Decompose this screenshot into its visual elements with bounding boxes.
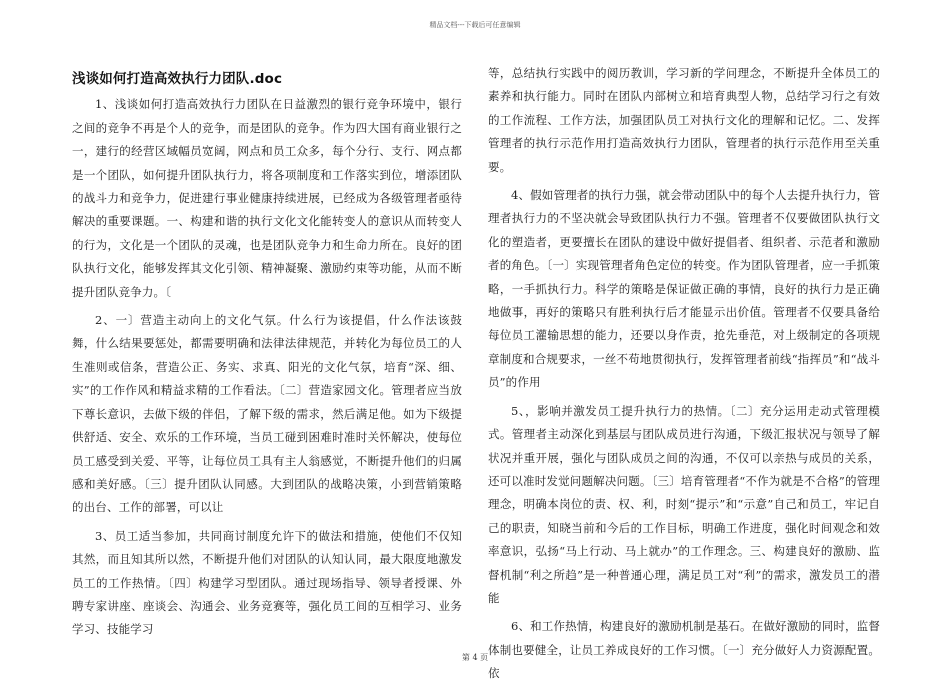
paragraph-5: 5、，影响并激发员工提升执行力的热情。〔二〕充分运用走动式管理模式。管理者主动深化到基层与团队成员进行沟通，下级汇报状况与领导了解状况并重开展，强化与团队成员之间的沟通，不仅可以亲热与成员的关系，还可以准时发觉问题解决问题。〔三〕培育管理者“不作为就是不合格”的管理理念，明确本岗位的责、权、利，时刻“提示”和“示意”自己和员工，牢记自己的职责，知晓当前和今后的工作目标，明确工作进度，强化时间观念和效率意识，弘扬“马上行动、马上就办”的工作理念。三、构建良好的激励、监督机制“利之所趋”是一种普通心理，满足员工对“利”的需求，激发员工的潜能 [488, 403, 880, 605]
page-header: 精品文档---下载后可任意编辑 [429, 21, 521, 29]
paragraph-4: 4、假如管理者的执行力强，就会带动团队中的每个人去提升执行力，管理者执行力的不坚决就会导致团队执行力不强。管理者不仅要做团队执行文化的塑造者，更要擅长在团队的建设中做好提倡者、组织者、示范者和激励者的角色。〔一〕实现管理者角色定位的转变。作为团队管理者，应一手抓策略，一手抓执行力。科学的策略是保证做正确的事情，良好的执行力是正确地做事，再好的策略只有胜利执行后才能显示出价值。管理者不仅要具备给每位员工灌输思想的能力，还要以身作责，抢先垂范，对上级制定的各项规章制度和合规要求，一丝不苟地贯彻执行，发挥管理者前线“指挥员”和“战斗员”的作用 [488, 188, 880, 390]
page-number: 第 4 页 [461, 653, 489, 662]
paragraph-2: 2、一〕营造主动向上的文化气氛。什么行为该提倡，什么作法该鼓舞，什么结果要惩处，都需要明确和法律法律规范，并转化为每位员工的人生准则或信条，营造公正、务实、求真、阳光的文化气氛，培育“深、细、实”的工作作风和精益求精的工作看法。〔二〕营造家园文化。管理者应当放下尊长意识，去做下级的伴侣，了解下级的需求，然后满足他。如为下级提供舒适、安全、欢乐的工作环境，当员工碰到困难时准时关怀解决，使每位员工感受到关爱、平等，让每位员工具有主人翁感觉，不断提升他们的归属感和美好感。〔三〕提升团队认同感。大到团队的战略决策，小到营销策略的出台、工作的部署，可以让 [72, 313, 462, 515]
left-column [72, 62, 462, 647]
paragraph-1: 1、浅谈如何打造高效执行力团队在日益激烈的银行竞争环境中，银行之间的竞争不再是个人的竞争，而是团队的竞争。作为四大国有商业银行之一，建行的经营区域幅员宽阔，网点和员工众多，每个分行、支行、网点都是一个团队，如何提升团队执行力，将各项制度和工作落实到位，增添团队的战斗力和竞争力，促进建行事业健康持续进展，已经成为各级管理者亟待解决的重要课题。一、构建和谐的执行文化文化能转变人的意识从而转变人的行为，文化是一个团队的灵魂，也是团队竞争力和生命力所在。良好的团队执行文化，能够发挥其文化引领、精神凝聚、激励约束等功能，从而不断提升团队竞争力。〔 [72, 97, 462, 299]
paragraph-6: 6、和工作热情，构建良好的激励机制是基石。在做好激励的同时，监督体制也要健全，让员工养成良好的工作习惯。〔一〕充分做好人力资源配置。依 [488, 619, 880, 681]
document-title: 浅谈如何打造高效执行力团队.doc [72, 71, 283, 87]
paragraph-3-continued: 等，总结执行实践中的阅历教训，学习新的学问理念，不断提升全体员工的素养和执行能力。同时在团队内部树立和培育典型人物，总结学习行之有效的工作流程、工作方法，加强团队员工对执行文化的理解和记忆。二、发挥管理者的执行示范作用打造高效执行力团队，管理者的执行示范作用至关重要。 [488, 66, 880, 174]
right-column [488, 62, 880, 691]
paragraph-3: 3、员工适当参加，共同商讨制度允许下的做法和措施，使他们不仅知其然，而且知其所以然，不断提升他们对团队的认知认同，最大限度地激发员工的工作热情。〔四〕构建学习型团队。通过现场指导、领导者授课、外聘专家讲座、座谈会、沟通会、业务竞赛等，强化员工间的互相学习、业务学习、技能学习 [72, 528, 462, 637]
